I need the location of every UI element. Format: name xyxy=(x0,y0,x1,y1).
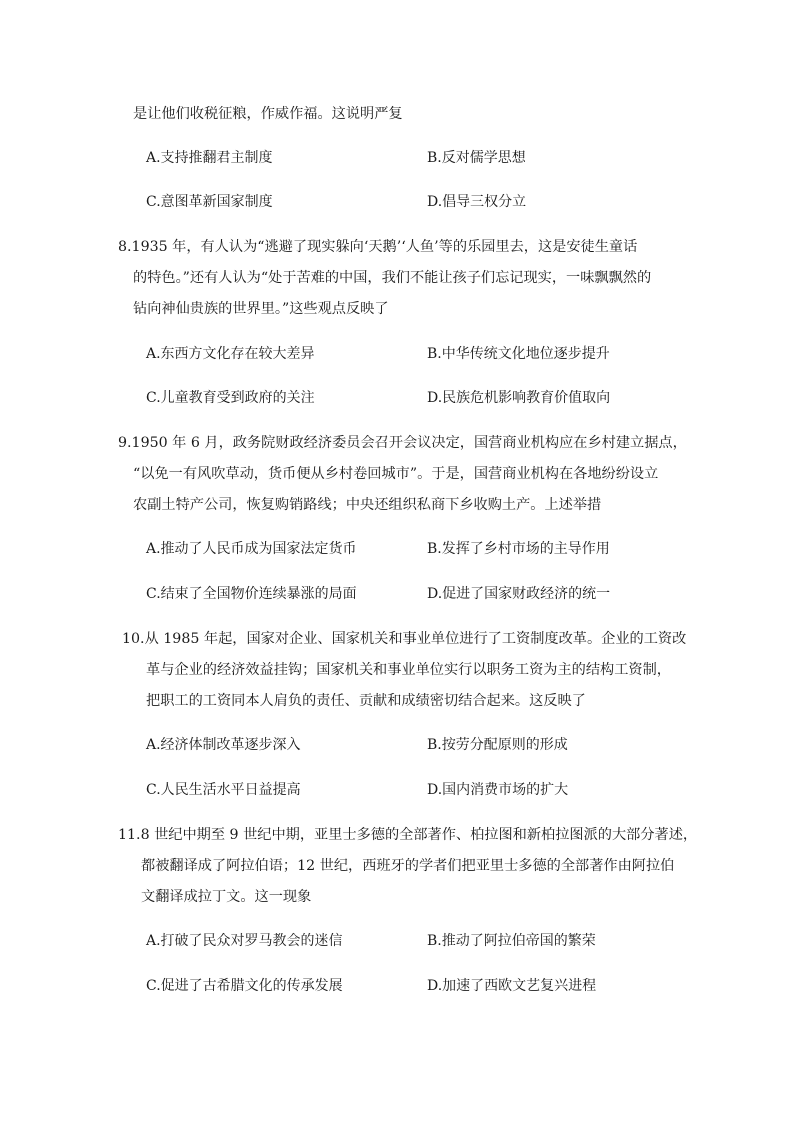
question-8-option-c: C.儿童教育受到政府的关注 xyxy=(146,390,315,406)
question-9-line-1: 9.1950 年 6 月，政务院财政经济委员会召开会议决定，国营商业机构应在乡村建立据点， xyxy=(118,435,687,451)
question-11-line-3: 文翻译成拉丁文。这一现象 xyxy=(141,889,312,905)
question-7-option-b: B.反对儒学思想 xyxy=(427,150,526,166)
question-10-line-1: 10.从 1985 年起，国家对企业、国家机关和事业单位进行了工资制度改革。企业的工资改 xyxy=(122,631,687,647)
question-9-line-3: 农副土特产公司，恢复购销路线；中央还组织私商下乡收购土产。上述举措 xyxy=(133,497,602,513)
question-10-line-2: 革与企业的经济效益挂钩；国家机关和事业单位实行以职务工资为主的结构工资制， xyxy=(146,662,671,678)
question-10-option-c: C.人民生活水平日益提高 xyxy=(146,782,301,798)
question-10-option-b: B.按劳分配原则的形成 xyxy=(427,737,568,753)
question-11-option-c: C.促进了古希腊文化的传承发展 xyxy=(146,978,343,994)
question-11-option-a: A.打破了民众对罗马教会的迷信 xyxy=(146,933,343,949)
question-7-option-a: A.支持推翻君主制度 xyxy=(146,150,273,166)
question-9-option-b: B.发挥了乡村市场的主导作用 xyxy=(427,541,610,557)
question-10-option-d: D.国内消费市场的扩大 xyxy=(427,782,569,798)
question-8-line-1: 8.1935 年，有人认为“逃避了现实躲向‘天鹅’‘人鱼’等的乐园里去，这是安徒生童话 xyxy=(118,239,638,255)
question-7-option-d: D.倡导三权分立 xyxy=(427,194,527,210)
question-11-option-b: B.推动了阿拉伯帝国的繁荣 xyxy=(427,933,596,949)
question-7-tail: 是让他们收税征粮，作威作福。这说明严复 xyxy=(133,106,403,122)
question-11-option-d: D.加速了西欧文艺复兴进程 xyxy=(427,978,597,994)
question-8-option-a: A.东西方文化存在较大差异 xyxy=(146,346,315,362)
question-8-option-b: B.中华传统文化地位逐步提升 xyxy=(427,346,610,362)
question-8-line-3: 钻向神仙贵族的世界里。”这些观点反映了 xyxy=(133,301,389,317)
question-10-line-3: 把职工的工资同本人肩负的责任、贡献和成绩密切结合起来。这反映了 xyxy=(146,693,586,709)
question-10-option-a: A.经济体制改革逐步深入 xyxy=(146,737,301,753)
question-8-option-d: D.民族危机影响教育价值取向 xyxy=(427,390,611,406)
question-9-option-d: D.促进了国家财政经济的统一 xyxy=(427,586,611,602)
question-7-option-c: C.意图革新国家制度 xyxy=(146,194,273,210)
question-9-option-c: C.结束了全国物价连续暴涨的局面 xyxy=(146,586,357,602)
question-8-line-2: 的特色。”还有人认为“处于苦难的中国，我们不能让孩子们忘记现实，一味飘飘然的 xyxy=(133,270,652,286)
question-11-line-1: 11.8 世纪中期至 9 世纪中期，亚里士多德的全部著作、柏拉图和新柏拉图派的大部分著述， xyxy=(118,827,698,843)
question-9-line-2: “以免一有风吹草动，货币便从乡村卷回城市”。于是，国营商业机构在各地纷纷设立 xyxy=(133,466,659,482)
question-9-option-a: A.推动了人民币成为国家法定货币 xyxy=(146,541,357,557)
question-11-line-2: 都被翻译成了阿拉伯语；12 世纪，西班牙的学者们把亚里士多德的全部著作由阿拉伯 xyxy=(141,858,675,874)
